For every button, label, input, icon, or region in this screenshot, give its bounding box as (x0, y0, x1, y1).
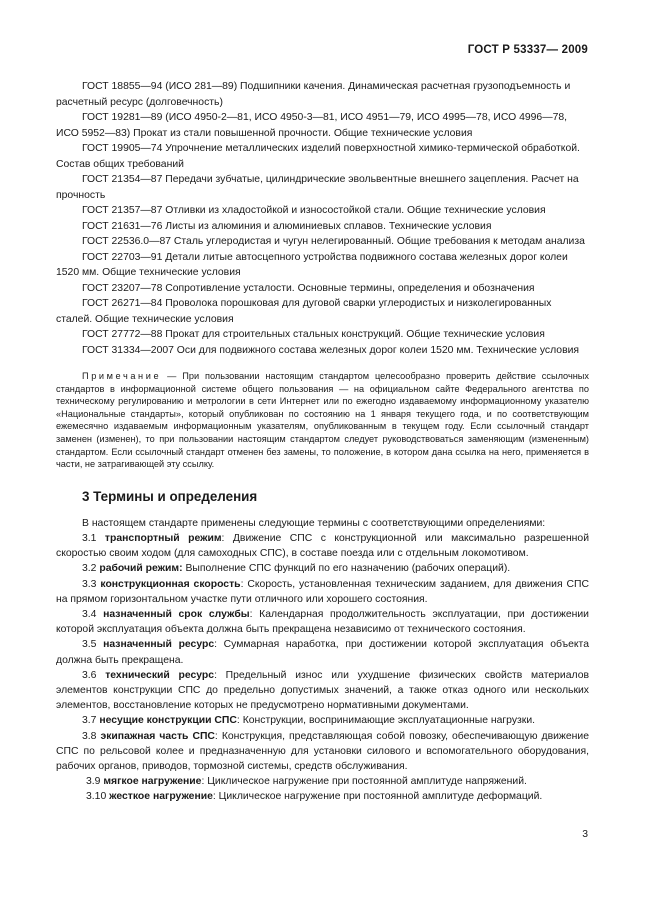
term-definition (56, 713, 589, 728)
term-text: : Суммарная наработка, при достижении которой эксплуатация объекта должна быть прекращена. (56, 639, 589, 666)
term-name: транспортный режим (104, 532, 222, 544)
term-text: Выполнение СПС функций по его назначению (рабочих операций). (182, 563, 511, 575)
term-name: мягкое нагружение (103, 776, 202, 788)
term-definition (56, 577, 589, 607)
reference-item: ГОСТ 31334—2007 Оси для подвижного состава железных дорог колеи 1520 мм. Технические условия (82, 344, 580, 356)
term-text: : Календарная продолжительность эксплуатации, при достижении которой эксплуатация объекта должна быть прекращена независимо от технического состояния. (56, 608, 589, 636)
reference-item: ГОСТ 22536.0—87 Сталь углеродистая и чугун нелегированный. Общие требования к методам анализа (82, 236, 585, 247)
term-name: рабочий режим: (99, 563, 183, 575)
term-name: назначенный ресурс (103, 639, 215, 651)
note-text: — При пользовании настоящим стандартом целесообразно проверить действие ссылочных стандартов в информационной системе общего пользования — на официальном сайте Федерального агентства по техническому регулированию и метрологии в сети Интернет или по ежегодно издаваемому информационному указателю «Национальные стандарты», который опубликован по состоянию на 1 января текущего года, и по соответствующим ежемесячно издаваемым информационным указателям, опубликованным в текущем году. Если ссылочный стандарт заменен (изменен), то при пользовании настоящим стандартом следует руководствоваться заменяющим (измененным) стандартом. Если ссылочный стандарт отменен без замены, то положение, в котором дана ссылка на него, применяется в части, не затрагивающей эту ссылку. (56, 371, 589, 470)
note-label: Примечание (82, 371, 162, 381)
term-number: 3.6 (82, 669, 106, 681)
term-name: несущие конструкции СПС (99, 715, 237, 727)
term-number: 3.9 (86, 776, 104, 788)
term-number: 3.7 (82, 715, 100, 727)
term-definition (56, 729, 589, 775)
reference-item: ГОСТ 23207—78 Сопротивление усталости. Основные термины, определения и обозначения (82, 282, 535, 294)
term-number: 3.10 (86, 791, 110, 803)
reference-item: ГОСТ 21357—87 Отливки из хладостойкой и износостойкой стали. Общие технические условия (82, 205, 546, 216)
reference-item: ГОСТ 21354—87 Передачи зубчатые, цилиндрические эвольвентные внешнего зацепления. Расчет на прочность (56, 174, 579, 201)
page-number: 3 (582, 829, 588, 840)
term-text: : Конструкции, воспринимающие эксплуатационные нагрузки. (236, 715, 536, 727)
term-number: 3.5 (82, 639, 104, 651)
terms-list (56, 531, 589, 805)
term-name: технический ресурс (105, 669, 215, 681)
term-definition (56, 668, 589, 714)
reference-item: ГОСТ 22703—91 Детали литые автосцепного устройства подвижного состава железных дорог колеи 1520 мм. Общие технические условия (56, 251, 568, 278)
reference-item: ГОСТ 27772—88 Прокат для строительных стальных конструкций. Общие технические условия (82, 329, 545, 340)
term-name: экипажная часть СПС (100, 730, 215, 742)
reference-item: ГОСТ 21631—76 Листы из алюминия и алюминиевых сплавов. Технические условия (82, 220, 492, 232)
references-list (56, 79, 589, 358)
reference-item: ГОСТ 18855—94 (ИСО 281—89) Подшипники качения. Динамическая расчетная грузоподъемность и расчетный ресурс (долговечность) (56, 81, 571, 108)
term-number: 3.8 (82, 730, 101, 742)
reference-item: ГОСТ 19281—89 (ИСО 4950-2—81, ИСО 4950-3—81, ИСО 4951—79, ИСО 4995—78, ИСО 4996—78, ИСО 5952—83) Прокат из стали повышенной прочности. Общие технические условия (56, 112, 568, 139)
terms-intro: В настоящем стандарте применены следующие термины с соответствующими определениями: (82, 517, 546, 529)
page-content (56, 79, 589, 805)
term-text: : Циклическое нагружение при постоянной амплитуде напряжений. (201, 776, 527, 788)
term-text: : Скорость, установленная техническим заданием, для движения СПС на прямом горизонтальном участке пути отличного или хорошего состояния. (56, 578, 589, 605)
term-text: : Циклическое нагружение при постоянной амплитуде деформаций. (212, 791, 543, 803)
term-text: : Движение СПС с конструкционной или максимально разрешенной скоростью своим ходом (для самоходных СПС), в составе поезда или с отдельным локомотивом. (56, 532, 589, 560)
term-name: назначенный срок службы (103, 608, 250, 620)
term-number: 3.4 (82, 608, 104, 620)
term-definition (56, 561, 589, 576)
standard-header: ГОСТ Р 53337— 2009 (467, 44, 588, 56)
term-definition (56, 607, 589, 637)
term-number: 3.2 (82, 563, 100, 575)
reference-item: ГОСТ 26271—84 Проволока порошковая для дуговой сварки углеродистых и низколегированных сталей. Общие технические условия (56, 298, 552, 325)
term-definition (56, 789, 589, 804)
term-text: : Конструкция, представляющая собой повозку, обеспечивающую движение СПС по рельсовой колее и предназначенную для установки силового и вспомогательного оборудования, рабочих органов, приводов, тормозной системы, средств обслуживания. (56, 730, 589, 772)
term-definition (56, 531, 589, 561)
term-name: конструкционная скорость (100, 578, 241, 590)
reference-note (56, 370, 589, 471)
term-number: 3.3 (82, 578, 101, 590)
section-title: 3 Термины и определения (82, 488, 258, 504)
term-definition (56, 637, 589, 667)
term-text: : Предельный износ или ухудшение физических свойств материалов элементов конструкции СПС до предельно допустимых значений, а также отказ одного или нескольких элементов, восстановление которых не предусмотрено нормативными документами. (56, 669, 589, 712)
reference-item: ГОСТ 19905—74 Упрочнение металлических изделий поверхностной химико-термической обработкой. Состав общих требований (56, 143, 580, 170)
term-name: жесткое нагружение (109, 791, 213, 803)
term-number: 3.1 (82, 532, 105, 544)
term-definition (56, 774, 589, 789)
